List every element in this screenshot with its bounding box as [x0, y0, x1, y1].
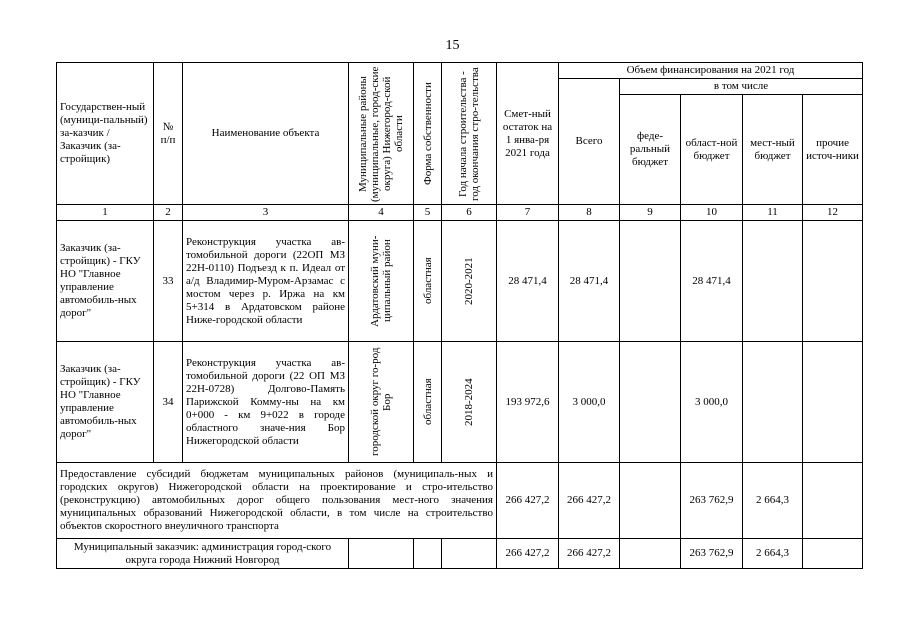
- col-number: 6: [442, 205, 497, 221]
- subsidy-description: Предоставление субсидий бюджетам муниципальных районов (муниципаль-ных и городских округов) Нижегородской области на проектирование и стро-ительство (реконструкцию) автомобильных дорог общего пользования мест-ного значения муниципальных образований Нижегородской области, в том числе на строительство объектов скоростного внеуличного транспорта: [57, 463, 497, 539]
- header-total: Всего: [559, 79, 620, 205]
- header-including: в том числе: [620, 79, 863, 95]
- municipal-total: 266 427,2: [559, 539, 620, 569]
- col-number: 5: [414, 205, 442, 221]
- col-number: 11: [743, 205, 803, 221]
- row-number: 34: [154, 342, 183, 463]
- subsidy-local: 2 664,3: [743, 463, 803, 539]
- row-ownership: областная: [414, 342, 442, 463]
- row-object: Реконструкция участка ав-томобильной дороги (22 ОП МЗ 22Н-0728) Долгово-Память Парижской Комму-ны на км 0+000 - км 9+022 в городе областного значе-ния Бор Нижегородской области: [183, 342, 349, 463]
- col-number: 7: [497, 205, 559, 221]
- header-regional: област-ной бюджет: [681, 95, 743, 205]
- col-number: 3: [183, 205, 349, 221]
- col-number: 4: [349, 205, 414, 221]
- column-numbers-row: [57, 205, 863, 221]
- header-municipalities: Муниципальные районы (муниципальные, город-ские округа) Нижегород-ской области: [349, 63, 414, 205]
- subsidy-regional: 263 762,9: [681, 463, 743, 539]
- subsidy-other: [803, 463, 863, 539]
- col-number: 12: [803, 205, 863, 221]
- row-customer: Заказчик (за-стройщик) - ГКУ НО "Главное управление автомобиль-ных дорог": [57, 221, 154, 342]
- subsidy-remainder: 266 427,2: [497, 463, 559, 539]
- row-municipality: Ардатовский муни-ципальный район: [349, 221, 414, 342]
- header-row-1: [57, 63, 863, 79]
- header-funding-2021: Объем финансирования на 2021 год: [559, 63, 863, 79]
- row-object: Реконструкция участка ав-томобильной дороги (22ОП МЗ 22Н-0110) Подъезд к п. Идеал от а/д Владимир-Муром-Арзамас с мостом через р. Иржа на км 5+314 в Ардатовском районе Ниже-городской области: [183, 221, 349, 342]
- col-number: 10: [681, 205, 743, 221]
- header-remainder: Смет-ный остаток на 1 янва-ря 2021 года: [497, 63, 559, 205]
- row-municipality: городской округ го-род Бор: [349, 342, 414, 463]
- municipal-customer-row: [57, 539, 863, 569]
- funding-table: [56, 62, 863, 569]
- header-ownership: Форма собственности: [414, 63, 442, 205]
- subsidy-total: 266 427,2: [559, 463, 620, 539]
- municipal-regional: 263 762,9: [681, 539, 743, 569]
- row-customer: Заказчик (за-стройщик) - ГКУ НО "Главное управление автомобиль-ных дорог": [57, 342, 154, 463]
- header-number: № п/п: [154, 63, 183, 205]
- page-number: 15: [445, 38, 460, 53]
- row-ownership: областная: [414, 221, 442, 342]
- row-remainder: 193 972,6: [497, 342, 559, 463]
- row-other: [803, 342, 863, 463]
- row-number: 33: [154, 221, 183, 342]
- row-other: [803, 221, 863, 342]
- municipal-federal: [620, 539, 681, 569]
- empty-cell: [442, 539, 497, 569]
- col-number: 2: [154, 205, 183, 221]
- municipal-other: [803, 539, 863, 569]
- municipal-remainder: 266 427,2: [497, 539, 559, 569]
- col-number: 8: [559, 205, 620, 221]
- row-regional: 3 000,0: [681, 342, 743, 463]
- row-total: 3 000,0: [559, 342, 620, 463]
- header-federal: феде-ральный бюджет: [620, 95, 681, 205]
- municipal-local: 2 664,3: [743, 539, 803, 569]
- row-years: 2018-2024: [442, 342, 497, 463]
- col-number: 1: [57, 205, 154, 221]
- row-local: [743, 342, 803, 463]
- row-regional: 28 471,4: [681, 221, 743, 342]
- empty-cell: [414, 539, 442, 569]
- header-customer: Государствен-ный (муници-пальный) за-казчик / Заказчик (за-стройщик): [57, 63, 154, 205]
- row-total: 28 471,4: [559, 221, 620, 342]
- row-remainder: 28 471,4: [497, 221, 559, 342]
- row-years: 2020-2021: [442, 221, 497, 342]
- empty-cell: [349, 539, 414, 569]
- header-local: мест-ный бюджет: [743, 95, 803, 205]
- header-other: прочие источ-ники: [803, 95, 863, 205]
- table-row: [57, 221, 863, 342]
- row-federal: [620, 221, 681, 342]
- col-number: 9: [620, 205, 681, 221]
- row-local: [743, 221, 803, 342]
- header-years: Год начала строительства - год окончания стро-тельства: [442, 63, 497, 205]
- header-object-name: Наименование объекта: [183, 63, 349, 205]
- row-federal: [620, 342, 681, 463]
- subsidy-federal: [620, 463, 681, 539]
- table-row: [57, 342, 863, 463]
- municipal-customer-label: Муниципальный заказчик: администрация город-ского округа города Нижний Новгород: [57, 539, 349, 569]
- subsidy-row: [57, 463, 863, 539]
